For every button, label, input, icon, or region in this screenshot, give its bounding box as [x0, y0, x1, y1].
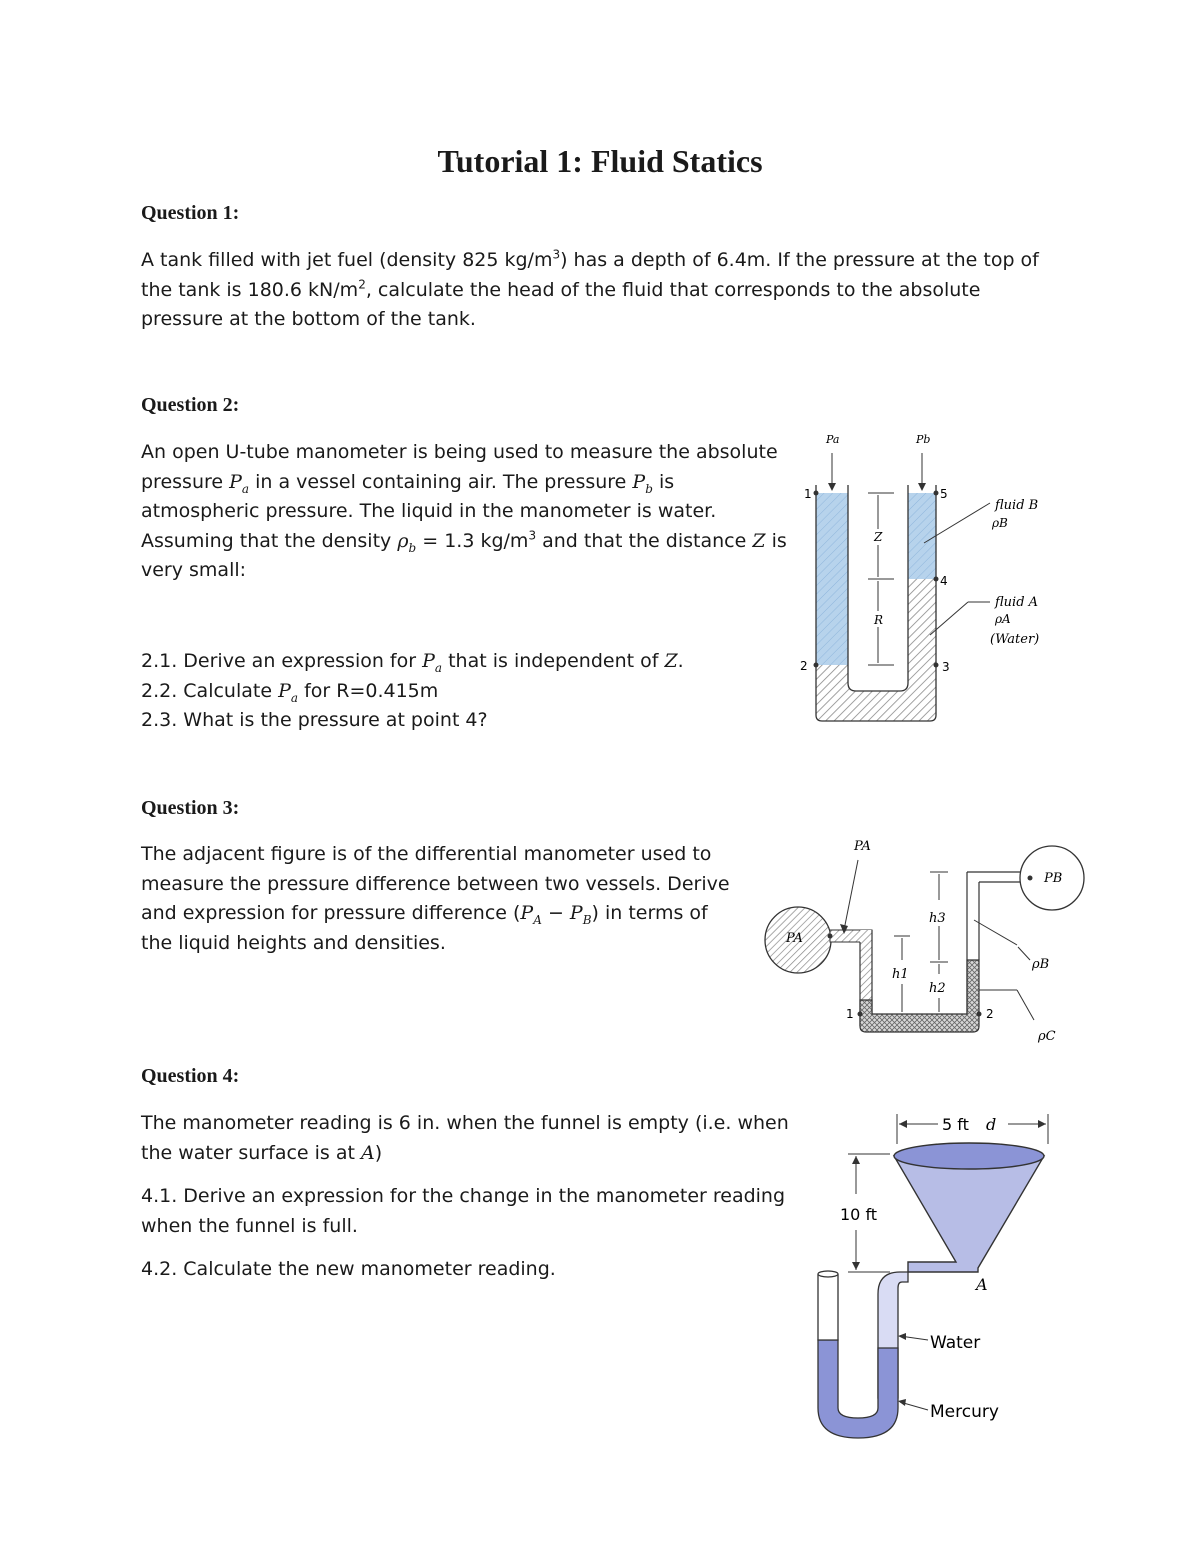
- label-z: Z: [874, 530, 883, 544]
- question-1-heading: Question 1:: [141, 202, 240, 224]
- label-h3: h3: [929, 911, 946, 926]
- question-2-items: [141, 647, 791, 736]
- question-2-intro: An open U-tube manometer is being used to measure the absolute pressure $P_a$ in a vessel containing air. The pressure $P_b$ is atmospheric pressure. The liquid in the manometer is water. Assuming that the density $\rho_b = 1.3$ $kg/m^3$ and that the distance Z is very small:: [141, 441, 787, 581]
- label-h2: h2: [929, 981, 946, 996]
- item-2-1: 2.1. Derive an expression for $P_a$ that is independent of Z.: [141, 650, 684, 675]
- label-h1: h1: [892, 967, 909, 982]
- label-r: R: [874, 613, 884, 627]
- label-rho-c: ρC: [1038, 1029, 1056, 1044]
- u-tube-manometer-figure: [790, 425, 1070, 730]
- label-pa-inside: PA: [786, 931, 803, 946]
- label-pa-top: PA: [854, 839, 871, 854]
- label-mercury: Mercury: [930, 1402, 999, 1422]
- question-1-text: A tank filled with jet fuel (density 825 $kg/m^3$) has a depth of 6.4m. If the pressure at the top of the tank is 180.6 $kN/m^2$, calculate the head of the fluid that corresponds to the absolute pressure at the bottom of the tank.: [141, 247, 1039, 330]
- point-4: 4: [940, 574, 948, 588]
- question-3-heading: Question 3:: [141, 797, 240, 819]
- point-5: 5: [940, 487, 948, 501]
- question-4-text: The manometer reading is 6 in. when the funnel is empty (i.e. when the water surface is at A) 4.1. Derive an expression for the change in the manometer reading when the funnel is full. 4.2. Calculate the new manometer reading.: [141, 1109, 791, 1285]
- label-pb: Pb: [916, 433, 931, 446]
- label-height: 10 ft: [840, 1205, 878, 1224]
- label-pa: Pa: [826, 433, 840, 446]
- question-2-heading: Question 2:: [141, 394, 240, 416]
- question-3-text: The adjacent figure is of the differential manometer used to measure the pressure difference between two vessels. Derive and expression for pressure difference $(P_A - P_B)$ in terms of the liquid heights and densities.: [141, 843, 730, 954]
- item-4-1: 4.1. Derive an expression for the change in the manometer reading when the funnel is full.: [141, 1185, 786, 1237]
- label-d: d: [986, 1115, 997, 1134]
- item-2-3: 2.3. What is the pressure at point 4?: [141, 709, 488, 731]
- label-rho-b: ρB: [992, 516, 1008, 530]
- point-1-q3: 1: [846, 1007, 854, 1021]
- differential-manometer-figure: [762, 830, 1102, 1055]
- page-title: Tutorial 1: Fluid Statics: [437, 143, 763, 179]
- label-diameter: 5 ft: [942, 1115, 969, 1134]
- label-fluid-a: fluid A: [995, 595, 1039, 610]
- item-4-2: 4.2. Calculate the new manometer reading.: [141, 1258, 556, 1280]
- label-rho-b-q3: ρB: [1032, 957, 1050, 972]
- label-rho-a: ρA: [995, 612, 1011, 626]
- point-2-q3: 2: [986, 1007, 994, 1021]
- label-pb-inside: PB: [1044, 871, 1063, 886]
- point-2: 2: [800, 659, 808, 673]
- label-water: (Water): [990, 632, 1040, 647]
- question-4-heading: Question 4:: [141, 1065, 240, 1087]
- point-1: 1: [804, 487, 812, 501]
- label-a: A: [976, 1275, 988, 1294]
- point-3: 3: [942, 660, 950, 674]
- funnel-manometer-figure: [812, 1108, 1072, 1443]
- label-fluid-b: fluid B: [995, 498, 1039, 513]
- label-water-q4: Water: [930, 1333, 981, 1353]
- item-2-2: 2.2. Calculate $P_a$ for R=0.415m: [141, 679, 439, 705]
